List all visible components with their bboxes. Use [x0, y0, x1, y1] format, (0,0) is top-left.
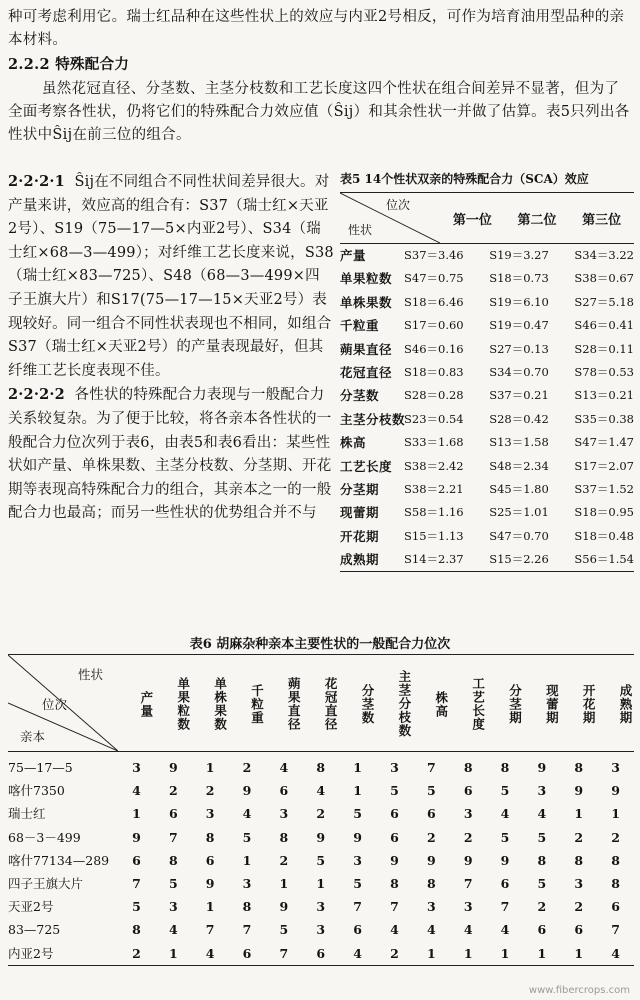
rank-cell: 4 [316, 783, 326, 799]
column-header: 单果粒数 [175, 677, 191, 731]
trait-label: 现蕾期 [340, 505, 380, 521]
rank-cell: 6 [390, 829, 399, 845]
sca-value: S48＝2.34 [489, 458, 549, 473]
rank-cell: 5 [537, 829, 547, 845]
rank-cell: 2 [426, 829, 436, 845]
column-header: 千粒重 [249, 683, 265, 725]
rank-cell: 8 [168, 852, 178, 868]
sca-value: S46＝0.41 [574, 318, 634, 333]
table-row [340, 267, 634, 290]
sca-values [404, 431, 634, 454]
rank-cell: 4 [242, 806, 252, 822]
column-header: 产量 [138, 690, 154, 718]
subsection-2221 [8, 170, 334, 383]
rank-cell: 6 [611, 899, 620, 915]
sca-values [404, 501, 634, 524]
sca-value: S25＝1.01 [489, 505, 549, 520]
watermark: www.fibercrops.com [528, 985, 630, 996]
rank-cell: 6 [390, 806, 399, 822]
table-row [340, 548, 634, 572]
rank-cell: 4 [132, 783, 141, 799]
paragraph-1: 虽然花冠直径、分茎数、主茎分枝数和工艺长度这四个性状在组合间差异不显著，但为了全面考察各性状，仍将它们的特殊配合力效应值（Ŝij）和其余性状一并做了估算。表5只列出各性状中Ŝij在前三位的组合。 [8, 81, 630, 143]
rank-cell: 6 [205, 852, 215, 868]
table-row [8, 849, 634, 872]
rank-cell: 4 [205, 945, 215, 961]
rank-cell: 2 [279, 852, 289, 868]
intro-text: 种可考虑利用它。瑞士红品种在这些性状上的效应与内亚2号相反，可作为培育油用型品种的亲本材料。 [8, 9, 625, 48]
table-6-header [8, 654, 634, 752]
sca-value: S38＝2.21 [404, 481, 464, 496]
rank-cell: 7 [279, 945, 289, 961]
sca-values [404, 267, 634, 290]
column-header: 花冠直径 [323, 677, 339, 731]
trait-label: 株高 [340, 435, 367, 451]
rank-cell: 2 [168, 783, 178, 799]
rank-cell: 8 [611, 852, 620, 868]
rank-cell: 5 [279, 922, 289, 938]
rank-cell: 9 [205, 875, 215, 891]
rank-cell: 6 [574, 922, 584, 938]
rank-cell: 7 [242, 922, 252, 938]
sca-value: S37＝0.21 [489, 388, 549, 403]
rank-cell: 5 [426, 783, 436, 799]
table-row [340, 291, 634, 314]
rank-cell: 4 [500, 806, 510, 822]
subsection-text: Ŝij在不同组合不同性状间差异很大。对产量来讲，效应高的组合有：S37（瑞士红×天亚2号）、S19（75—17—5×内亚2号）、S34（瑞士红×68—3—499）；对纤维工艺长度来说，S38（瑞士红×83—725）、S48（68—3—499×四子王旗大片）和S17(75—17—15×天亚2号）表现较好。同一组合不同性状表现也不相同，如组合S37（瑞士红×天亚2号）的产量表现最好，但其纤维工艺长度表现不佳。 [8, 174, 334, 379]
column-header: 工艺长度 [470, 677, 486, 731]
trait-label: 蒴果直径 [340, 341, 393, 357]
rank-cells [118, 849, 634, 872]
left-column [8, 170, 334, 526]
table-5 [340, 170, 634, 572]
sca-value: S18＝0.95 [574, 505, 634, 520]
table-row [340, 384, 634, 407]
rank-cell: 2 [316, 806, 326, 822]
rank-cell: 2 [537, 899, 547, 915]
rank-cell: 3 [132, 760, 141, 775]
rank-cells [118, 918, 634, 941]
rank-cell: 2 [132, 945, 141, 961]
rank-cell: 9 [500, 852, 510, 868]
rank-cell: 4 [463, 922, 473, 938]
table-row [340, 455, 634, 478]
rank-cell: 7 [500, 899, 510, 915]
rank-cell: 1 [205, 760, 215, 775]
rank-cell: 6 [316, 945, 326, 961]
sca-value: S18＝0.73 [489, 271, 549, 286]
table-5-header [340, 192, 634, 244]
rank-cell: 1 [611, 806, 620, 822]
sca-values [404, 338, 634, 361]
rank-cell: 5 [390, 783, 399, 799]
sca-values [404, 291, 634, 314]
rank-cell: 3 [463, 899, 473, 915]
column-header: 主茎分枝数 [396, 670, 412, 738]
rank-cell: 1 [279, 875, 289, 891]
sca-value: S78＝0.53 [574, 364, 634, 379]
rank-cell: 8 [463, 760, 473, 775]
rank-cell: 6 [168, 806, 178, 822]
table-row [8, 826, 634, 849]
header-parent-label: 亲本 [20, 729, 46, 744]
table-row [8, 756, 634, 779]
rank-cell: 1 [132, 806, 141, 822]
header-trait-label: 性状 [348, 223, 373, 237]
parent-name: 75—17—5 [8, 760, 73, 775]
trait-label: 主茎分枝数 [340, 411, 406, 427]
rank-cell: 1 [205, 899, 215, 915]
rank-cell: 1 [316, 875, 326, 891]
rank-cell: 7 [168, 829, 178, 845]
rank-cell: 1 [353, 783, 362, 799]
column-header: 成熟期 [618, 683, 634, 725]
sca-value: S28＝0.42 [489, 411, 549, 426]
sca-values [404, 314, 634, 337]
rank-cell: 5 [537, 875, 547, 891]
rank-cell: 8 [316, 760, 326, 775]
header-rank-label: 位次 [386, 198, 411, 212]
rank-cell: 8 [390, 875, 399, 891]
sca-value: S27＝5.18 [574, 294, 634, 309]
rank-cell: 9 [132, 829, 141, 845]
parent-name: 83—725 [8, 922, 61, 938]
rank-cell: 4 [279, 760, 289, 775]
rank-cell: 4 [426, 922, 436, 938]
table-row [8, 872, 634, 895]
rank-cell: 2 [611, 829, 620, 845]
sca-value: S18＝0.83 [404, 364, 464, 379]
column-headers [118, 663, 634, 745]
sca-value: S38＝0.67 [574, 271, 634, 286]
sca-values [404, 548, 634, 571]
header-rank-label: 位次 [42, 697, 68, 712]
parent-name: 瑞士红 [8, 806, 46, 822]
table-row [340, 478, 634, 501]
rank-cells [118, 802, 634, 825]
rank-cells [118, 895, 634, 918]
trait-label: 分茎数 [340, 388, 380, 404]
rank-cell: 1 [426, 945, 436, 961]
table-6-body [8, 752, 634, 966]
rank-cell: 8 [574, 760, 584, 775]
rank-cell: 5 [353, 875, 362, 891]
column-header: 蒴果直径 [286, 677, 302, 731]
sca-value: S58＝1.16 [404, 505, 464, 520]
rank-cell: 4 [537, 806, 547, 822]
rank-cell: 9 [463, 852, 473, 868]
rank-cell: 2 [242, 760, 252, 775]
rank-cell: 8 [132, 922, 141, 938]
sca-value: S38＝2.42 [404, 458, 464, 473]
subsection-head: 2·2·2·1 [8, 173, 65, 190]
sca-values [404, 455, 634, 478]
table-row [340, 314, 634, 337]
rank-header: 第一位 [452, 213, 492, 228]
sca-value: S33＝1.68 [404, 435, 464, 450]
trait-label: 单株果数 [340, 294, 393, 310]
rank-cell: 6 [426, 806, 436, 822]
rank-cell: 2 [463, 829, 473, 845]
sca-values [404, 361, 634, 384]
sca-value: S19＝6.10 [489, 294, 549, 309]
rank-cell: 8 [205, 829, 215, 845]
rank-cell: 1 [574, 806, 584, 822]
table-row [8, 942, 634, 965]
rank-cell: 3 [537, 783, 547, 799]
sca-value: S13＝0.21 [574, 388, 634, 403]
sca-value: S46＝0.16 [404, 341, 464, 356]
sca-value: S15＝2.26 [489, 552, 549, 567]
trait-label: 工艺长度 [340, 458, 393, 474]
rank-cell: 2 [390, 945, 399, 961]
rank-cell: 7 [611, 922, 620, 938]
rank-cell: 1 [463, 945, 473, 961]
rank-cell: 9 [242, 783, 252, 799]
sca-value: S28＝0.11 [574, 341, 634, 356]
rank-cell: 7 [353, 899, 362, 915]
column-header: 开花期 [581, 683, 597, 725]
rank-cell: 2 [574, 829, 584, 845]
rank-cell: 5 [353, 806, 362, 822]
sca-value: S18＝6.46 [404, 294, 464, 309]
sca-value: S47＝0.75 [404, 271, 464, 286]
sca-values [404, 244, 634, 267]
rank-cell: 9 [316, 829, 326, 845]
rank-cell: 2 [205, 783, 215, 799]
rank-cell: 5 [316, 852, 326, 868]
column-header: 单株果数 [212, 677, 228, 731]
rank-cell: 3 [426, 899, 436, 915]
rank-cell: 9 [353, 829, 362, 845]
sca-values [404, 408, 634, 431]
rank-cells [118, 872, 634, 895]
parent-name: 喀什7350 [8, 783, 65, 799]
table-row [8, 802, 634, 825]
rank-cell: 9 [390, 852, 399, 868]
column-header: 分茎数 [360, 683, 376, 725]
rank-cell: 8 [242, 899, 252, 915]
rank-cell: 1 [500, 945, 510, 961]
rank-cell: 3 [390, 760, 399, 775]
column-header: 现蕾期 [544, 683, 560, 725]
rank-header: 第三位 [582, 213, 622, 228]
trait-label: 分茎期 [340, 481, 380, 497]
subsection-head: 2·2·2·2 [8, 386, 65, 404]
table-5-body [340, 244, 634, 572]
rank-cell: 6 [463, 783, 473, 799]
rank-cell: 4 [353, 945, 362, 961]
rank-cell: 9 [168, 760, 178, 775]
rank-cell: 7 [426, 760, 436, 775]
table-row [340, 501, 634, 524]
sca-value: S13＝1.58 [489, 435, 549, 450]
table-row [340, 244, 634, 267]
rank-cell: 3 [168, 899, 178, 915]
parent-name: 天亚2号 [8, 899, 54, 915]
rank-cell: 6 [537, 922, 547, 938]
rank-cell: 7 [390, 899, 399, 915]
table-6-title: 表6 胡麻杂种亲本主要性状的一般配合力位次 [189, 637, 451, 652]
subsection-2222 [8, 383, 334, 526]
rank-cell: 6 [132, 852, 141, 868]
table-row [340, 408, 634, 431]
rank-cells [118, 779, 634, 802]
rank-cell: 3 [316, 899, 326, 915]
rank-cell: 3 [574, 875, 584, 891]
rank-cell: 2 [574, 899, 584, 915]
trait-label: 单果粒数 [340, 271, 393, 287]
sca-values [404, 525, 634, 548]
rank-cell: 8 [426, 875, 436, 891]
rank-cell: 1 [242, 852, 252, 868]
rank-cell: 4 [500, 922, 510, 938]
rank-cell: 8 [537, 852, 547, 868]
trait-label: 花冠直径 [340, 364, 393, 380]
rank-cell: 3 [463, 806, 473, 822]
sca-value: S45＝1.80 [489, 481, 549, 496]
sca-value: S35＝0.38 [574, 411, 634, 426]
sca-value: S18＝0.48 [574, 528, 634, 543]
rank-cell: 9 [537, 760, 547, 775]
rank-cell: 6 [242, 945, 252, 961]
rank-cell: 4 [611, 945, 620, 961]
trait-label: 千粒重 [340, 318, 380, 334]
rank-cell: 3 [205, 806, 215, 822]
rank-cells [118, 756, 634, 779]
rank-cell: 3 [279, 806, 289, 822]
rank-cell: 9 [426, 852, 436, 868]
sca-value: S34＝0.70 [489, 364, 549, 379]
rank-cell: 6 [500, 875, 510, 891]
table-row [340, 338, 634, 361]
parent-name: 68－3－499 [8, 829, 81, 845]
rank-cell: 6 [279, 783, 289, 799]
rank-cell: 6 [353, 922, 362, 938]
rank-cell: 4 [390, 922, 399, 938]
subsection-text: 各性状的特殊配合力表现与一般配合力关系较复杂。为了便于比较，将各亲本各性状的一般配合力位次列于表6，由表5和表6看出：某些性状如产量、单株果数、主茎分枝数、分茎期、开花期等表现高特殊配合力的组合，其亲本之一的一般配合力也最高；而另一些性状的优势组合并不与 [8, 387, 332, 522]
sca-value: S37＝1.52 [574, 481, 634, 496]
trait-label: 开花期 [340, 528, 380, 544]
trait-label: 产量 [340, 248, 367, 263]
table-5-title: 表5 14个性状双亲的特殊配合力（SCA）效应 [340, 172, 589, 186]
rank-cell: 3 [242, 875, 252, 891]
table-row [340, 431, 634, 454]
sca-values [404, 478, 634, 501]
sca-value: S56＝1.54 [574, 552, 634, 567]
rank-cell: 5 [242, 829, 252, 845]
sca-value: S17＝0.60 [404, 318, 464, 333]
header-trait-label: 性状 [78, 667, 104, 682]
parent-name: 内亚2号 [8, 945, 54, 961]
column-header: 分茎期 [507, 683, 523, 725]
rank-cell: 9 [611, 783, 620, 799]
rank-cell: 1 [353, 760, 362, 775]
rank-cell: 8 [574, 852, 584, 868]
rank-cell: 3 [316, 922, 326, 938]
rank-cell: 4 [168, 922, 178, 938]
rank-cell: 5 [168, 875, 178, 891]
rank-cell: 5 [132, 899, 141, 915]
table-row [8, 918, 634, 941]
rank-headers [440, 209, 634, 228]
parent-name: 喀什77134—289 [8, 852, 110, 868]
parent-name: 四子王旗大片 [8, 875, 84, 891]
rank-cells [118, 826, 634, 849]
rank-cell: 5 [500, 829, 510, 845]
rank-cells [118, 942, 634, 965]
sca-value: S14＝2.37 [404, 552, 464, 567]
sca-value: S17＝2.07 [574, 458, 634, 473]
table-row [8, 779, 634, 802]
rank-cell: 9 [574, 783, 584, 799]
sca-values [404, 384, 634, 407]
rank-cell: 8 [279, 829, 289, 845]
rank-cell: 8 [500, 760, 510, 775]
sca-value: S47＝1.47 [574, 435, 634, 450]
rank-cell: 1 [168, 945, 178, 961]
rank-cell: 1 [574, 945, 584, 961]
table-row [340, 525, 634, 548]
sca-value: S37＝3.46 [404, 248, 464, 262]
sca-value: S28＝0.28 [404, 388, 464, 403]
table-row [8, 895, 634, 918]
trait-label: 成熟期 [340, 552, 380, 568]
rank-header: 第二位 [517, 213, 557, 228]
sca-value: S34＝3.22 [574, 248, 634, 262]
sca-value: S47＝0.70 [489, 528, 549, 543]
sca-value: S23＝0.54 [404, 411, 464, 426]
sca-value: S19＝0.47 [489, 318, 549, 333]
rank-cell: 1 [537, 945, 547, 961]
sca-value: S19＝3.27 [489, 248, 549, 262]
rank-cell: 3 [611, 760, 620, 775]
table-row [340, 361, 634, 384]
rank-cell: 7 [463, 875, 473, 891]
rank-cell: 7 [132, 875, 141, 891]
table-6 [8, 654, 634, 966]
rank-cell: 5 [500, 783, 510, 799]
rank-cell: 9 [279, 899, 289, 915]
sca-value: S27＝0.13 [489, 341, 549, 356]
column-header: 株高 [433, 690, 449, 718]
rank-cell: 3 [353, 852, 362, 868]
sca-value: S15＝1.13 [404, 528, 464, 543]
rank-cell: 8 [611, 875, 620, 891]
section-heading: 2.2.2 特殊配合力 [8, 56, 130, 73]
rank-cell: 7 [205, 922, 215, 938]
